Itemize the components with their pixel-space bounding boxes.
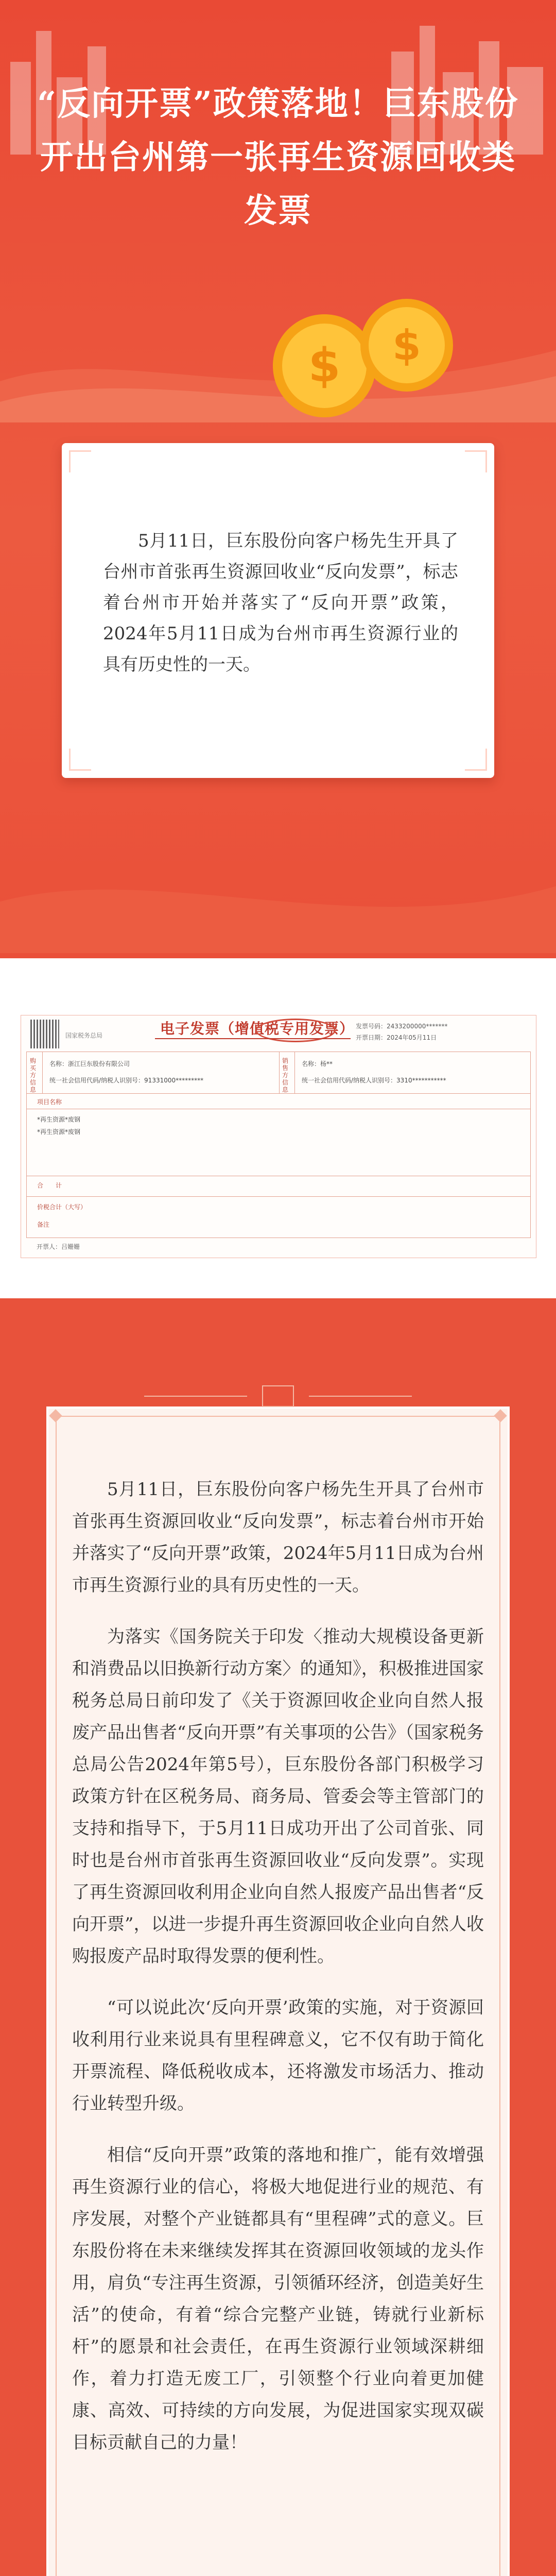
invoice-qr-label: 国家税务总局: [65, 1032, 103, 1039]
remark-label: 备注: [37, 1221, 50, 1228]
corner-decoration: [465, 450, 487, 472]
table-rule: [42, 1052, 43, 1093]
article-section: [0, 1298, 556, 2576]
buyer-name: 名称：浙江巨东股份有限公司: [49, 1060, 130, 1067]
buyer-tax-id: 统一社会信用代码/纳税人识别号：91331000*********: [49, 1077, 204, 1084]
article-paragraph-2: 为落实《国务院关于印发〈推动大规模设备更新和消费品以旧换新行动方案〉的通知》，积极推进国家税务总局日前印发了《关于资源回收企业向自然人报废产品出售者“反向开票”有关事项的公告》（国家税务总局公告2024年第5号），巨东股份各部门积极学习政策方针在区税务局、商务局、管委会等主管部门的支持和指导下，于5月11日成功开出了公司首张、同时也是台州市首张再生资源回收业“反向发票”。实现了再生资源回收利用企业向自然人报废产品出售者“反向开票”，以进一步提升再生资源回收企业向自然人收购报废产品时取得发票的便利性。: [72, 1626, 484, 1967]
article-paragraph-3: “可以说此次‘反向开票’政策的实施，对于资源回收利用行业来说具有里程碑意义，它不仅有助于简化开票流程、降低税收成本，还将激发市场活力、推动行业转型升级。: [72, 1997, 484, 2114]
corner-decoration: [69, 749, 91, 771]
intro-card: [62, 443, 494, 778]
invoice-title: 电子发票（增值税专用发票）: [160, 1020, 355, 1037]
amount-label: 价税合计（大写）: [37, 1204, 87, 1211]
invoice-date: 开票日期：2024年05月11日: [356, 1034, 437, 1041]
svg-text:$: $: [392, 321, 421, 369]
invoice-image: [21, 1015, 536, 1258]
article-paragraph-1: 5月11日，巨东股份向客户杨先生开具了台州市首张再生资源回收业“反向发票”，标志着台州市开始并落实了“反向开票”政策，2024年5月11日成为台州市再生资源行业的具有历史性的一天。: [72, 1479, 484, 1596]
buyer-label: 购买方信息: [30, 1057, 37, 1093]
article-body: [72, 1473, 484, 2478]
invoice-title-rule: [155, 1038, 351, 1039]
intro-paragraph: 5月11日，巨东股份向客户杨先生开具了台州市首张再生资源回收业“反向发票”，标志着台州市开始并落实了“反向开票”政策，2024年5月11日成为台州市再生资源行业的具有历史性的一天。: [103, 531, 458, 675]
item-header: 项目名称: [37, 1098, 62, 1106]
total-label: 合 计: [37, 1182, 62, 1189]
item-row-1: *再生资源*废钢: [37, 1116, 81, 1123]
invoice-number: 发票号码：2433200000*******: [356, 1023, 448, 1030]
hero-section: [0, 0, 556, 958]
svg-text:$: $: [308, 338, 341, 393]
invoice-issuer: 开票人：吕姗姗: [37, 1243, 80, 1250]
table-rule: [27, 1093, 530, 1094]
qr-code-icon: [30, 1020, 59, 1048]
table-rule: [294, 1052, 295, 1093]
seller-label: 销售方信息: [282, 1057, 289, 1093]
invoice-table: [26, 1052, 531, 1238]
item-row-2: *再生资源*废钢: [37, 1128, 81, 1136]
invoice-image-section: [0, 958, 556, 1298]
table-rule: [279, 1052, 280, 1093]
corner-decoration: [465, 749, 487, 771]
bottom-wave-decoration: [0, 799, 556, 953]
seller-name: 名称：杨**: [302, 1060, 333, 1067]
article-paragraph-4: 相信“反向开票”政策的落地和推广，能有效增强再生资源行业的信心，将极大地促进行业的规范、有序发展，对整个产业链都具有“里程碑”式的意义。巨东股份将在未来继续发挥其在资源回收领域的龙头作用，肩负“专注再生资源，引领循环经济，创造美好生活”的使命，有着“综合完整产业链，铸就行业新标杆”的愿景和社会责任，在再生资源行业领域深耕细作，着力打造无废工厂，引领整个行业向着更加健康、高效、可持续的方向发展，为促进国家实现双碳目标贡献自己的力量！: [72, 2145, 484, 2453]
invoice-meta: [356, 1021, 526, 1043]
corner-decoration: [69, 450, 91, 472]
seller-tax-id: 统一社会信用代码/纳税人识别号：3310***********: [302, 1077, 446, 1084]
table-rule: [27, 1196, 530, 1197]
gold-coins-icon: [268, 289, 463, 422]
header-ornament-decoration: [144, 1376, 412, 1417]
page-title: “反向开票”政策落地！巨东股份开出台州第一张再生资源回收类发票: [37, 84, 519, 230]
